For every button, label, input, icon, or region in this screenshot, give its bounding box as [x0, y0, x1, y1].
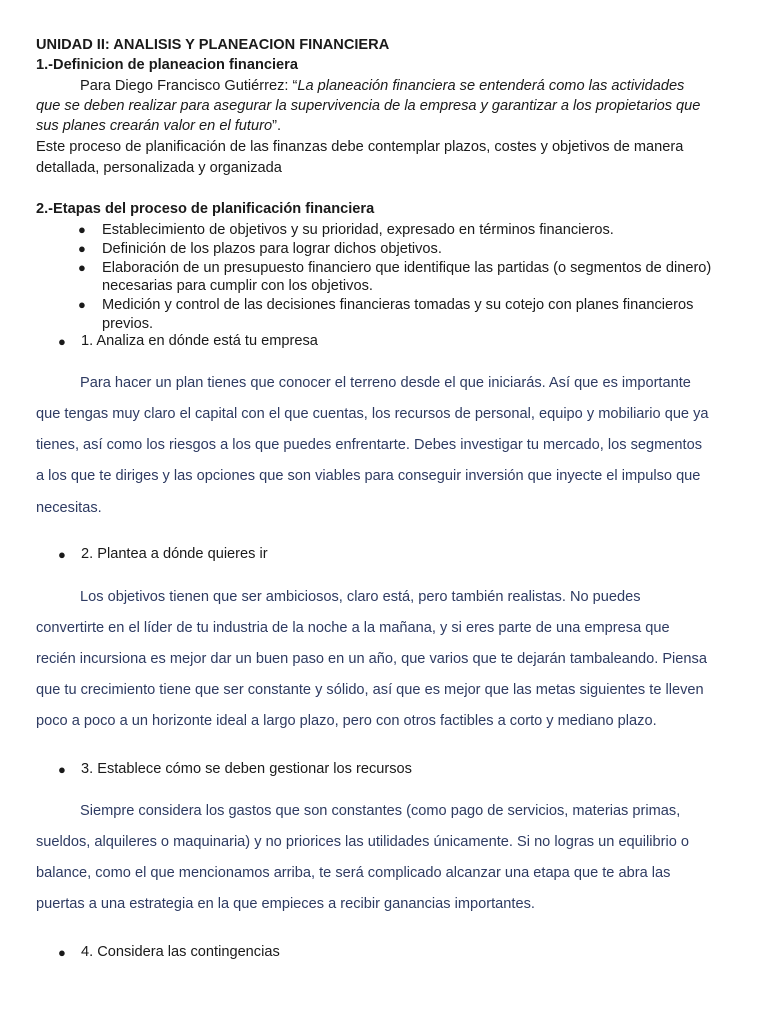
stage-item-2: Definición de los plazos para lograr dichos objetivos. [102, 241, 442, 257]
step-2-line-2: convertirte en el líder de tu industria de la noche a la mañana, y si eres parte de una empresa que [36, 620, 670, 636]
step-2-line-1: Los objetivos tienen que ser ambiciosos, claro está, pero también realistas. No puedes [80, 589, 641, 605]
step-3-title: 3. Establece cómo se deben gestionar los recursos [81, 761, 412, 777]
bullet-icon: ● [78, 260, 86, 275]
quote-line-2: que se deben realizar para asegurar la supervivencia de la empresa y garantizar a los propietarios que [36, 98, 701, 114]
quote-text-1: La planeación financiera se entenderá como las actividades [297, 78, 685, 94]
bullet-icon: ● [58, 547, 66, 562]
stage-item-1: Establecimiento de objetivos y su prioridad, expresado en términos financieros. [102, 222, 614, 238]
step-2-line-4: que tu crecimiento tiene que ser constante y sólido, así que es mejor que las metas siguientes te lleven [36, 682, 704, 698]
bullet-icon: ● [58, 334, 66, 349]
bullet-icon: ● [78, 241, 86, 256]
bullet-icon: ● [58, 945, 66, 960]
quote-line-1 [80, 78, 684, 94]
quote-line-3 [36, 118, 281, 134]
step-3-line-4: puertas a una estrategia en la que empieces a recibir ganancias importantes. [36, 896, 535, 912]
step-4-title: 4. Considera las contingencias [81, 944, 280, 960]
step-1-title: 1. Analiza en dónde está tu empresa [81, 333, 318, 349]
quote-end: ”. [272, 118, 281, 134]
bullet-icon: ● [58, 762, 66, 777]
bullet-icon: ● [78, 222, 86, 237]
step-3-line-3: balance, como el que mencionamos arriba, te será complicado alcanzar una etapa que te abra las [36, 865, 671, 881]
document-title: UNIDAD II: ANALISIS Y PLANEACION FINANCIERA [36, 37, 390, 53]
step-1-line-4: a los que te diriges y las opciones que son viables para conseguir inversión que inyecte el impulso que [36, 468, 701, 484]
step-3-line-1: Siempre considera los gastos que son constantes (como pago de servicios, materias primas, [80, 803, 681, 819]
stage-item-4-line-1: Medición y control de las decisiones financieras tomadas y su cotejo con planes financieros [102, 297, 694, 313]
section-1-paragraph-line-1: Este proceso de planificación de las finanzas debe contemplar plazos, costes y objetivos de manera [36, 139, 684, 155]
section-1-paragraph-line-2: detallada, personalizada y organizada [36, 160, 282, 176]
step-2-line-3: recién incursiona es mejor dar un buen paso en un año, que varios que te dejarán tambaleando. Piensa [36, 651, 707, 667]
step-1-line-1: Para hacer un plan tienes que conocer el terreno desde el que iniciarás. Así que es importante [80, 375, 691, 391]
quote-text-3: sus planes crearán valor en el futuro [36, 118, 273, 134]
step-3-line-2: sueldos, alquileres o maquinaria) y no priorices las utilidades únicamente. Si no logras un equilibrio o [36, 834, 690, 850]
bullet-icon: ● [78, 297, 86, 312]
step-1-line-3: tienes, así como los riesgos a los que puedes enfrentarte. Debes investigar tu mercado, los segmentos [36, 437, 702, 453]
stage-item-3-line-2: necesarias para cumplir con los objetivos. [102, 278, 373, 294]
section-1-heading: 1.-Definicion de planeacion financiera [36, 57, 298, 73]
stage-item-4-line-2: previos. [102, 316, 154, 332]
section-2-heading: 2.-Etapas del proceso de planificación financiera [36, 201, 375, 217]
step-2-line-5: poco a poco a un horizonte ideal a largo plazo, pero con otros factibles a corto y mediano plazo. [36, 713, 657, 729]
quote-intro: Para Diego Francisco Gutiérrez: “ [80, 78, 298, 94]
step-1-line-2: que tengas muy claro el capital con el que cuentas, los recursos de personal, equipo y mobiliario que ya [36, 406, 709, 422]
stage-item-3-line-1: Elaboración de un presupuesto financiero que identifique las partidas (o segmentos de dinero) [102, 260, 712, 276]
step-1-line-5: necesitas. [36, 500, 102, 516]
step-2-title: 2. Plantea a dónde quieres ir [81, 546, 268, 562]
